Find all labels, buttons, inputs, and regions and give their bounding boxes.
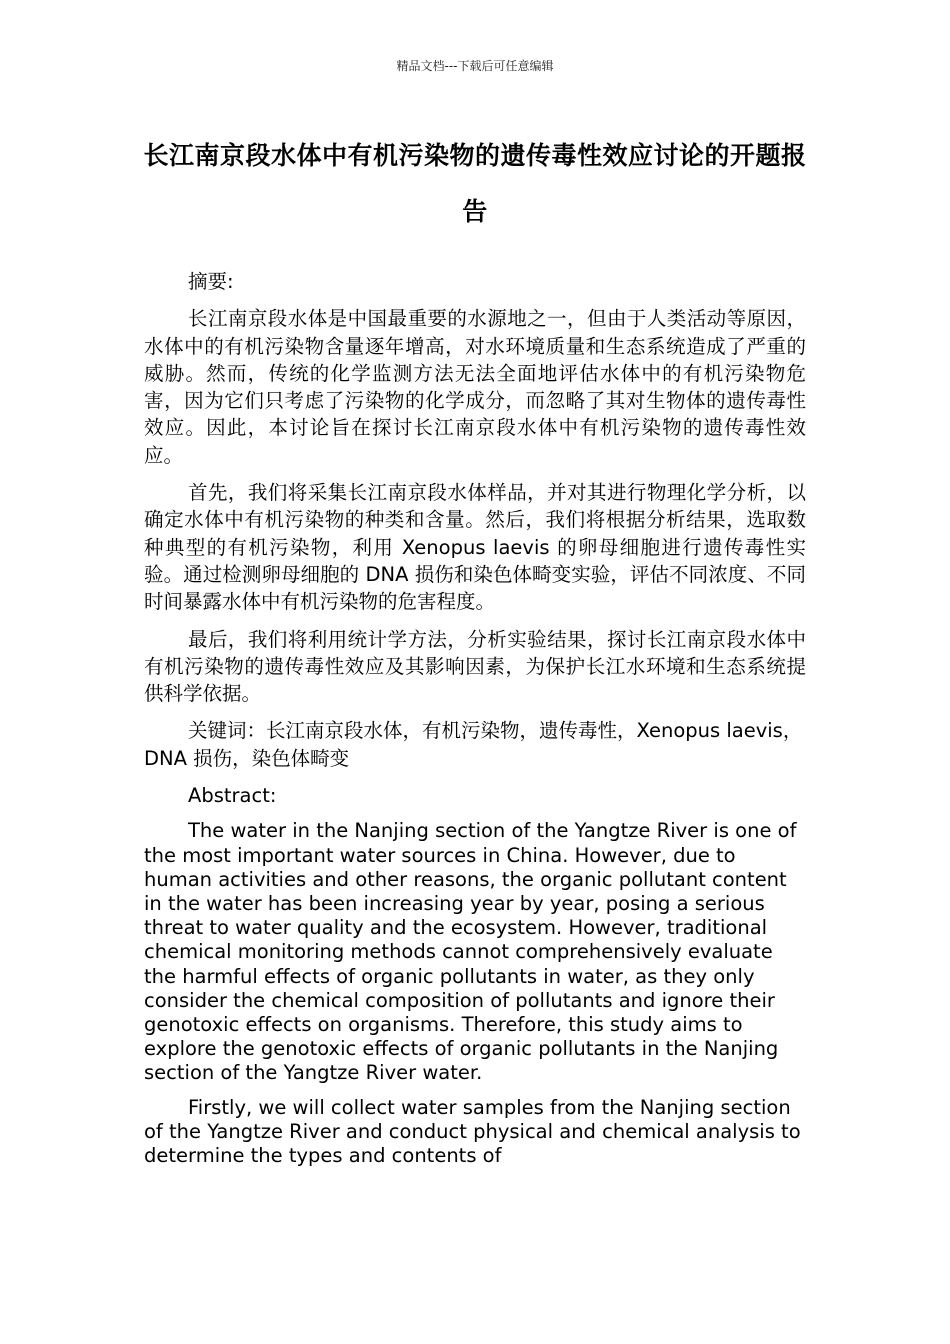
en-paragraph-2: Firstly, we will collect water samples from the Nanjing section of the Yangtze River and conduct physical and chemical analysis to determine the types and contents of [144, 1095, 801, 1167]
abstract-cn-label: 摘要: [188, 270, 234, 293]
cn-paragraph-1: 长江南京段水体是中国最重要的水源地之一，但由于人类活动等原因，水体中的有机污染物含量逐年增高，对水环境质量和生态系统造成了严重的威胁。然而，传统的化学监测方法无法全面地评估水体中的有机污染物危害，因为它们只考虑了污染物的化学成分，而忽略了其对生物体的遗传毒性效应。因此，本讨论旨在探讨长江南京段水体中有机污染物的遗传毒性效应。 [144, 307, 806, 467]
cn-paragraph-2: 首先，我们将采集长江南京段水体样品，并对其进行物理化学分析，以确定水体中有机污染物的种类和含量。然后，我们将根据分析结果，选取数种典型的有机污染物，利用 Xenopus laevis 的卵母细胞进行遗传毒性实验。通过检测卵母细胞的 DNA 损伤和染色体畸变实验，评估不同浓度、不同时间暴露水体中有机污染物的危害程度。 [144, 481, 806, 614]
abstract-en-label: Abstract: [188, 784, 277, 808]
keywords: 关键词：长江南京段水体，有机污染物，遗传毒性，Xenopus laevis，DNA 损伤，染色体畸变 [144, 719, 803, 770]
cn-paragraph-3: 最后，我们将利用统计学方法，分析实验结果，探讨长江南京段水体中有机污染物的遗传毒性效应及其影响因素，为保护长江水环境和生态系统提供科学依据。 [144, 627, 806, 706]
en-paragraph-1: The water in the Nanjing section of the Yangtze River is one of the most important water sources in China. However, due to human activities and other reasons, the organic pollutant content in the water has been increasing year by year, posing a serious threat to water quality and the ecosystem. However, traditional chemical monitoring methods cannot comprehensively evaluate the harmful effects of organic pollutants in water, as they only consider the chemical composition of pollutants and ignore their genotoxic effects on organisms. Therefore, this study aims to explore the genotoxic effects of organic pollutants in the Nanjing section of the Yangtze River water. [144, 819, 797, 1085]
document-body [144, 268, 806, 1178]
header-note: 精品文档---下载后可任意编辑 [396, 59, 554, 73]
page-title: 长江南京段水体中有机污染物的遗传毒性效应讨论的开题报告 [143, 141, 807, 226]
